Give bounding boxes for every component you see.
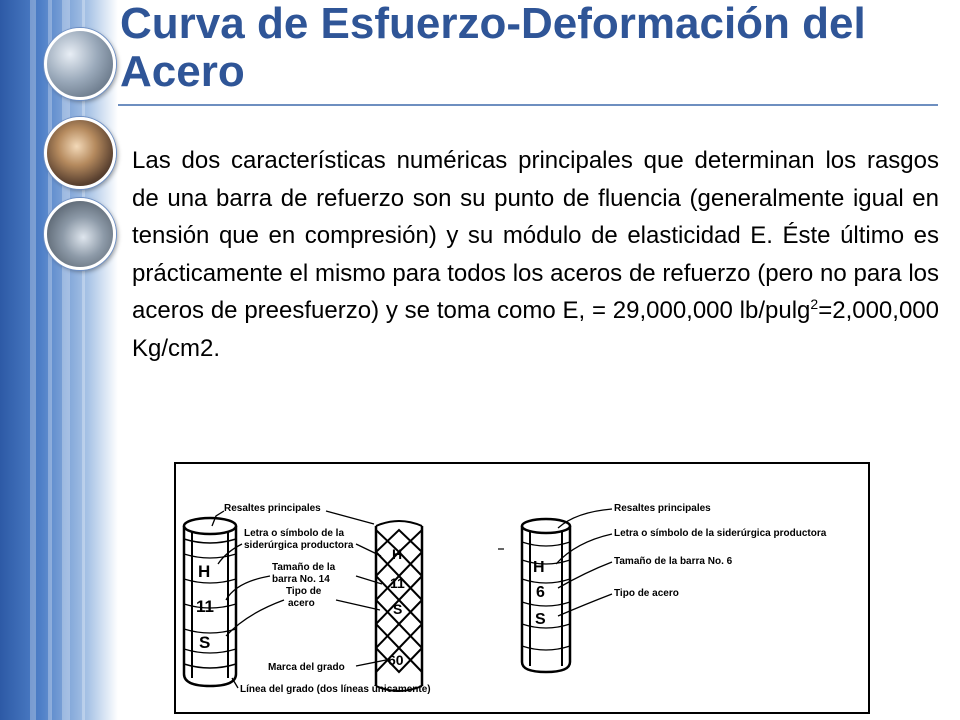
label-resaltes-left: Resaltes principales: [224, 503, 321, 514]
diamond-mark-size: 11: [390, 575, 405, 591]
label-tipo-right: Tipo de acero: [614, 588, 679, 599]
label-marca-grado: Marca del grado: [268, 662, 345, 673]
diamond-mark-grade: 60: [388, 652, 404, 668]
label-letra-left-2: siderúrgica productora: [244, 540, 354, 551]
label-linea-grado: Línea del grado (dos líneas únicamente): [240, 684, 431, 695]
sidebar-stripe: [30, 0, 36, 720]
label-tipo-left-1: Tipo de: [286, 586, 322, 597]
diamond-mark-h: H: [392, 546, 403, 562]
label-letra-right: Letra o símbolo de la siderúrgica productora: [614, 528, 827, 539]
label-tamano-left-2: barra No. 14: [272, 574, 330, 585]
diamond-mark-type: S: [393, 601, 403, 617]
body-text-end: =2,000,000 Kg/cm2.: [132, 297, 939, 362]
right-bar-mark-type: S: [535, 611, 546, 628]
rebar-diagram-svg: [176, 464, 868, 712]
label-tamano-left-1: Tamaño de la: [272, 562, 336, 573]
circle-photo-runners: [44, 198, 116, 270]
slide-title: Curva de Esfuerzo-Deformación del Acero: [120, 0, 866, 96]
left-bar-mark-size: 11: [196, 597, 214, 616]
rebar-diagram: [174, 462, 870, 714]
right-plain-bar: [522, 519, 570, 672]
circle-photo-people: [44, 117, 116, 189]
body-text: Las dos características numéricas principales que determinan los rasgos de una barra de refuerzo son su punto de fluencia (generalmente igual en tensión que en compresión) y su módulo de elasticidad E. Éste último es prácticamente el mismo para todos los aceros de refuerzo (pero no para los aceros de preesfuerzo) y se toma como E, = 29,000,000 lb/pulg: [132, 147, 939, 324]
sidebar-stripe: [48, 0, 52, 720]
left-bar-mark-type: S: [199, 633, 211, 652]
left-bar-mark-h: H: [198, 562, 211, 581]
label-letra-left-1: Letra o símbolo de la: [244, 528, 345, 539]
right-bar-mark-h: H: [533, 559, 545, 576]
body-superscript: 2: [810, 296, 819, 312]
label-tamano-right: Tamaño de la barra No. 6: [614, 556, 733, 567]
right-bar-mark-size: 6: [536, 584, 545, 601]
title-underline: [118, 104, 938, 106]
label-resaltes-right: Resaltes principales: [614, 503, 711, 514]
sidebar-stripe: [62, 0, 70, 720]
body-paragraph: [132, 142, 939, 367]
sidebar-decoration: [0, 0, 118, 720]
circle-photo-hand: [44, 28, 116, 100]
sidebar-stripe: [82, 0, 85, 720]
label-tipo-left-2: acero: [288, 598, 315, 609]
